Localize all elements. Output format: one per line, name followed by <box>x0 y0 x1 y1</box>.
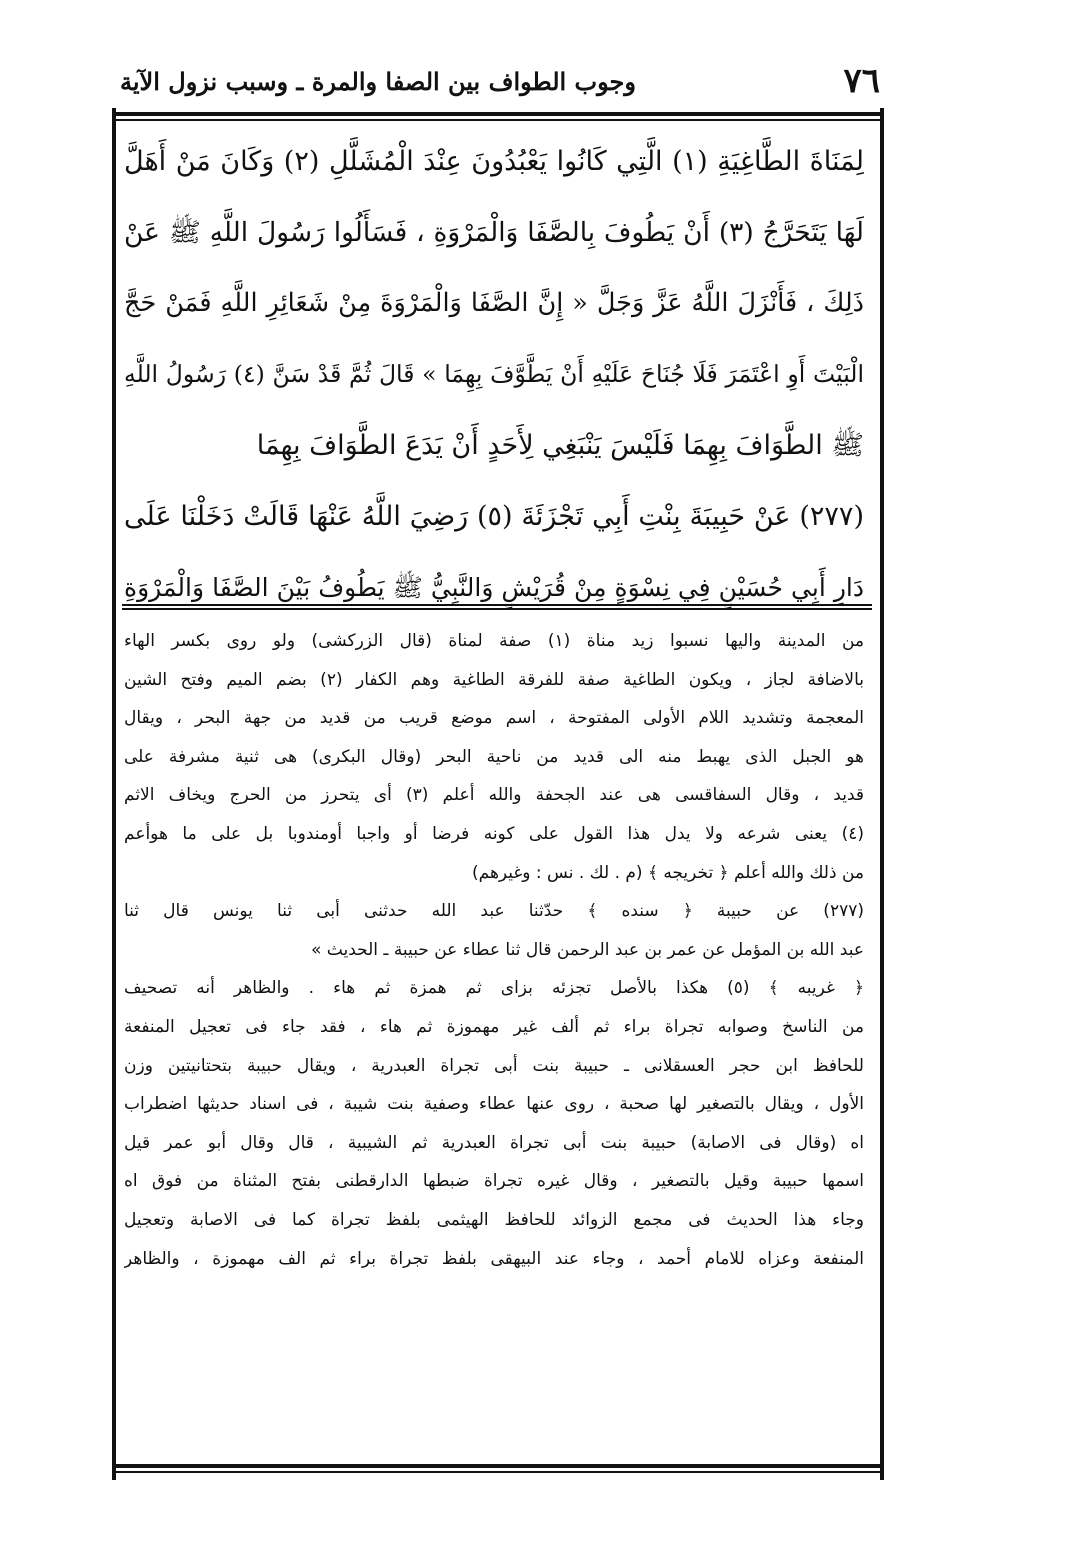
commentary-line: (٤) يعنى شرعه ولا يدل هذا القول على كونه فرضا أو واجبا أومندوبا بل على ما هوأعم <box>124 823 864 844</box>
hadith-line: ذَلِكَ ، فَأَنْزَلَ اللَّهُ عَزَّ وَجَلَّ « إِنَّ الصَّفَا وَالْمَرْوَةَ مِنْ شَعَائِرِ اللَّهِ فَمَنْ حَجَّ <box>124 288 864 318</box>
commentary-line: هو الجبل الذى يهبط منه الى قديد من ناحية البحر (وقال البكرى) هى ثنية مشرفة على <box>124 746 864 767</box>
commentary-line: ﴿ غريبه ﴾ (٥) هكذا بالأصل تجزئه بزاى ثم همزة ثم هاء . والظاهر أنه تصحيف <box>124 978 864 999</box>
page-header <box>120 58 880 104</box>
commentary-line: من ذلك والله أعلم ﴿ تخريجه ﴾ (م . لك . نس : وغيرهم) <box>472 862 864 883</box>
commentary-line: المنفعة وعزاه للامام أحمد ، وجاء عند البيهقى بلفظ تجراة براء ثم الف مهموزة ، والظاهر <box>124 1248 864 1269</box>
commentary-line: (٢٧٧) عن حبيبة ﴿ سنده ﴾ حدّثنا عبد الله حدثنى أبى ثنا يونس قال ثنا <box>124 901 864 922</box>
bottom-rule <box>116 1464 880 1473</box>
commentary-line: من الناسخ وصوابه تجراة براء ثم ألف غير مهموزة ثم هاء ، فقد جاء فى تعجيل المنفعة <box>124 1016 864 1037</box>
commentary-line: بالاضافة لجاز ، ويكون الطاغية صفة للفرقة الطاغية وهم الكفار (٢) بضم الميم وفتح الشين <box>124 669 864 690</box>
commentary-line: قديد ، وقال السفاقسى هى عند الجحفة والله أعلم (٣) أى يتحرز من الحرج ويخاف الاثم <box>124 785 864 806</box>
page-number: ٧٦ <box>843 61 880 101</box>
hadith-line: (٢٧٧) عَنْ حَبِيبَةَ بِنْتِ أَبِي تَجْزَئَةَ (٥) رَضِيَ اللَّهُ عَنْهَا قَالَتْ دَخَلْنَا عَلَى <box>124 501 864 532</box>
commentary-line: وجاء هذا الحديث فى مجمع الزوائد للحافظ الهيثمى بلفظ تجراة كما فى الاصابة وتعجيل <box>124 1209 864 1230</box>
commentary-line: الأول ، ويقال بالتصغير لها صحبة ، روى عنها عطاء وصفية بنت شيبة ، فى اسناد حديثها اضطراب <box>124 1094 864 1115</box>
commentary-line: من المدينة واليها نسبوا زيد مناة (١) صفة لمناة (قال الزركشى) ولو روى بكسر الهاء <box>124 631 864 651</box>
hadith-line: دَارِ أَبِي حُسَيْنٍ فِي نِسْوَةٍ مِنْ قُرَيْشٍ وَالنَّبِيُّ ﷺ يَطُوفُ بَيْنَ الصَّفَا وَالْمَرْوَةِ <box>124 573 864 602</box>
commentary-line: اسمها حبيبة وقيل بالتصغير ، وقال غيره تجراة ضبطها الدارقطنى بفتح المثناة من فوق اه <box>124 1171 864 1192</box>
commentary-line: المعجمة وتشديد اللام الأولى المفتوحة ، اسم موضع قريب من قديد من جهة البحر ، ويقال <box>124 708 864 729</box>
commentary-line: عبد الله بن المؤمل عن عمر بن عبد الرحمن قال ثنا عطاء عن حبيبة ـ الحديث » <box>311 939 864 960</box>
top-rule <box>116 112 880 121</box>
hadith-line: ﷺ الطَّوَافَ بِهِمَا فَلَيْسَ يَنْبَغِي لِأَحَدٍ أَنْ يَدَعَ الطَّوَافَ بِهِمَا <box>256 430 864 461</box>
hadith-line: لَهَا يَتَحَرَّجُ (٣) أَنْ يَطُوفَ بِالصَّفَا وَالْمَرْوَةِ ، فَسَأَلُوا رَسُولَ اللَّهِ ﷺ عَنْ <box>124 217 864 248</box>
commentary-notes <box>124 622 864 1278</box>
hadith-line: الْبَيْتَ أَوِ اعْتَمَرَ فَلَا جُنَاحَ عَلَيْهِ أَنْ يَطَّوَّفَ بِهِمَا » قَالَ ثُمَّ قَدْ سَنَّ (٤) رَسُولُ اللَّهِ <box>124 360 864 388</box>
hadith-line: لِمَنَاةَ الطَّاغِيَةِ (١) الَّتِي كَانُوا يَعْبُدُونَ عِنْدَ الْمُشَلَّلِ (٢) وَكَانَ مَنْ أَهَلَّ <box>124 146 864 177</box>
hadith-text <box>124 126 864 623</box>
running-title: وجوب الطواف بين الصفا والمرة ـ وسبب نزول الآية <box>120 66 636 96</box>
commentary-line: للحافظ ابن حجر العسقلانى ـ حبيبة بنت أبى تجراة العبدرية ، ويقال حبيبة بتحتانيتين وزن <box>124 1055 864 1076</box>
commentary-line: اه (وقال فى الاصابة) حبيبة بنت أبى تجراة العبدرية ثم الشيبية ، قال وقال أبو عمر قيل <box>124 1132 864 1153</box>
